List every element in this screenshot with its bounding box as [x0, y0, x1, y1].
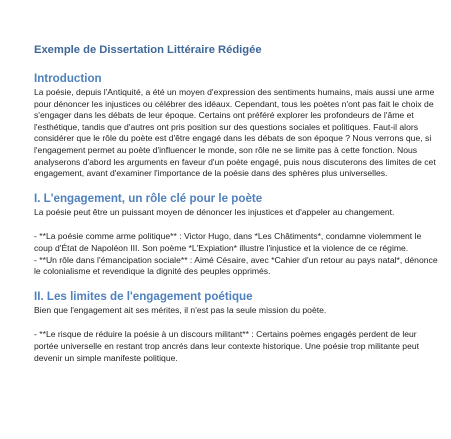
limits-point-militant: - **Le risque de réduire la poésie à un discours militant** : Certains poèmes engagés perdent de leur portée universelle en restant trop ancrés dans leur contexte historique. Une poésie trop militante peut devenir un simple manifeste politique. — [34, 329, 420, 363]
document-title: Exemple de Dissertation Littéraire Rédigée — [34, 44, 262, 56]
section-heading-introduction: Introduction — [34, 72, 102, 85]
introduction-paragraph: La poésie, depuis l'Antiquité, a été un moyen d'expression des sentiments humains, mais aussi une arme pour dénoncer les injustices ou célébrer des idéaux. Cependant, tous les poètes n'ont pas fait le choix de s'engager dans les débats de leur époque. Certains ont préféré explorer les profondeurs de l'âme et l'esthétique, tandis que d'autres ont pris position sur des questions sociales et politiques. Faut-il alors considérer que le rôle du poète est d'être engagé dans les débats de son époque ? Nous verrons que, si l'engagement permet au poète d'influencer le monde, son rôle ne se limite pas à cette fonction. Nous analyserons d'abord les arguments en faveur d'un poète engagé, puis nous discuterons des limites de cet engagement, avant d'examiner l'importance de la poésie dans des sphères plus universelles. — [34, 87, 436, 179]
spacer — [34, 180, 441, 192]
section-heading-limits: II. Les limites de l'engagement poétique — [34, 289, 253, 303]
section-heading-engagement: I. L'engagement, un rôle clé pour le poète — [34, 191, 263, 205]
engagement-intro-paragraph: La poésie peut être un puissant moyen de dénoncer les injustices et d'appeler au changement. — [34, 206, 395, 217]
spacer — [34, 218, 441, 231]
engagement-point-political: - **La poésie comme arme politique** : Victor Hugo, dans *Les Châtiments*, condamne violemment le coup d'État de Napoléon III. Son poème *L'Expiation* illustre l'injustice et la violence de ce régime. — [34, 231, 422, 253]
spacer — [34, 316, 441, 329]
spacer — [34, 278, 441, 290]
limits-intro-paragraph: Bien que l'engagement ait ses mérites, il n'est pas la seule mission du poète. — [34, 304, 327, 315]
engagement-point-social: - **Un rôle dans l'émancipation sociale** : Aimé Césaire, avec *Cahier d'un retour au pays natal*, dénonce le colonialisme et revendique la dignité des peuples opprimés. — [34, 254, 438, 277]
